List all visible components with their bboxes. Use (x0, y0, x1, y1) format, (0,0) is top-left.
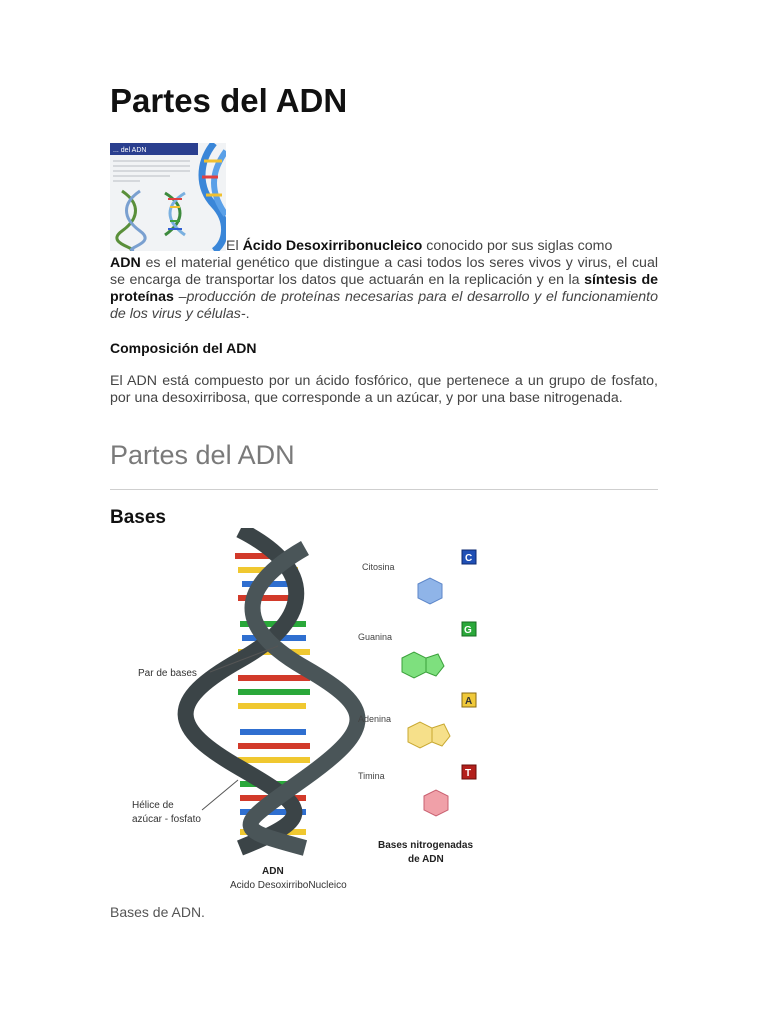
intro-adn: ADN (110, 255, 141, 271)
composition-paragraph: El ADN está compuesto por un ácido fosfórico, que pertenece a un grupo de fosfato, por una desoxirribosa, que corresponde a un azúcar, y por una base nitrogenada. (110, 373, 658, 406)
section-heading: Partes del ADN (110, 440, 295, 470)
intro-paragraph (110, 238, 658, 323)
page-title: Partes del ADN (110, 82, 348, 119)
label-adn: ADN (262, 866, 284, 877)
molecule-adenina-ring-2 (432, 724, 450, 746)
label-helice-2: azúcar - fosfato (132, 814, 201, 825)
composition-heading: Composición del ADN (110, 340, 257, 356)
molecule-adenina-ring-1 (408, 722, 432, 748)
base-name-adenina: Adenina (358, 714, 392, 724)
label-acido: Acido DesoxirriboNucleico (230, 880, 347, 891)
bases-heading: Bases (110, 507, 166, 528)
label-bases-nitro-2: de ADN (408, 854, 444, 865)
intro-italic: producción de proteínas necesarias para el desarrollo y el funcionamiento de los virus y células- (110, 289, 658, 322)
molecule-guanina-ring-2 (426, 654, 444, 676)
thumbnail-header: ... del ADN (113, 147, 147, 154)
base-name-timina: Timina (358, 771, 385, 781)
label-par-de-bases: Par de bases (138, 668, 197, 679)
intro-term: Ácido Desoxirribonucleico (242, 238, 423, 254)
base-name-guanina: Guanina (358, 632, 393, 642)
base-name-citosina: Citosina (362, 562, 395, 572)
figure-caption: Bases de ADN. (110, 904, 205, 920)
section-divider (110, 489, 658, 490)
intro-el: El (226, 238, 243, 254)
intro-sintesis: síntesis de proteínas (110, 272, 658, 305)
dna-thumbnail-image (110, 143, 226, 251)
dna-bases-diagram (110, 528, 510, 896)
base-letter-c: C (465, 553, 473, 564)
label-bases-nitro-1: Bases nitrogenadas (378, 840, 474, 851)
intro-text-3: – (173, 289, 187, 305)
intro-text-2: es el material genético que distingue a casi todos los seres vivos y virus, el cual se encarga de transportar los datos que actuarán en la replicación y en la (110, 255, 658, 288)
base-letter-t: T (465, 768, 472, 779)
base-letter-a: A (465, 696, 473, 707)
molecule-timina (424, 790, 448, 816)
base-letter-g: G (464, 625, 472, 636)
molecule-citosina (418, 578, 442, 604)
label-helice-1: Hélice de (132, 800, 174, 811)
molecule-guanina-ring-1 (402, 652, 426, 678)
intro-text-4: . (245, 306, 250, 322)
intro-text-1: conocido por sus siglas como (422, 238, 613, 254)
